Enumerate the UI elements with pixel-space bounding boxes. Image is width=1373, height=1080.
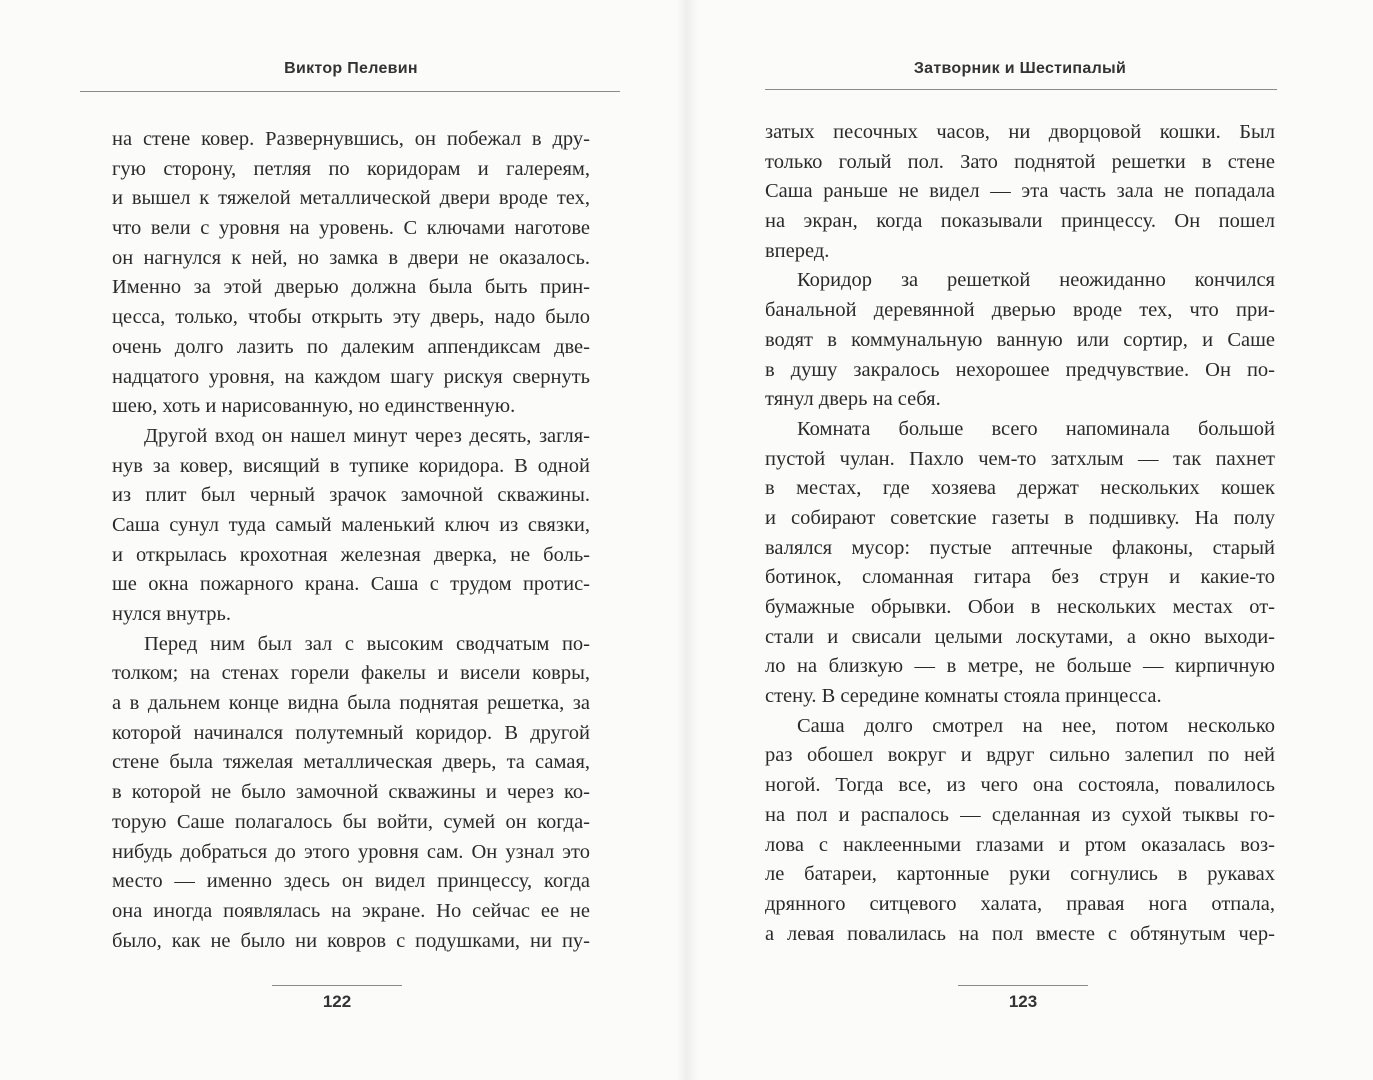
text-line: [112, 511, 590, 541]
text-line-content: вперед.: [765, 239, 830, 262]
text-line: [112, 452, 590, 482]
text-line-content: ботинок, сломанная гитара без струн и какие-то: [765, 566, 1275, 589]
text-line-content: на экран, когда показывали принцессу. Он пошел: [765, 210, 1275, 233]
text-line-content: Саша долго смотрел на нее, потом несколько: [797, 714, 1275, 737]
footer-rule: [958, 985, 1088, 986]
text-line-content: на пол и распалось — сделанная из сухой тыквы го-: [765, 803, 1275, 826]
text-line-content: которой начинался полутемный коридор. В другой: [112, 721, 590, 744]
text-line: [112, 719, 590, 749]
text-line: [765, 356, 1275, 386]
text-line-content: цесса, только, чтобы открыть эту дверь, надо было: [112, 306, 590, 329]
text-line-content: гую сторону, петляя по коридорам и галереям,: [112, 157, 590, 180]
text-line-content: нулся внутрь.: [112, 603, 232, 625]
running-header-author: Виктор Пелевин: [284, 60, 418, 77]
text-line-content: лова с наклеенными глазами и ртом оказалась воз-: [765, 833, 1275, 856]
text-line: [765, 623, 1275, 653]
text-line: [765, 712, 1275, 742]
text-line-content: Комната больше всего напоминала большой: [797, 417, 1275, 440]
text-line-content: шею, хоть и нарисованную, но единственную.: [112, 395, 516, 418]
text-line: [112, 155, 590, 185]
text-line-content: а левая повалилась на пол вместе с обтянутым чер-: [765, 922, 1275, 945]
text-line: [765, 385, 1275, 415]
text-line: [765, 831, 1275, 861]
text-line: [765, 148, 1275, 178]
text-line: [112, 867, 590, 897]
text-line-content: в которой не было замочной скважины и через ко-: [112, 781, 590, 804]
page-text: [112, 125, 590, 956]
text-line-content: тянул дверь на себя.: [765, 388, 941, 411]
text-line-content: Другой вход он нашел минут через десять, загля-: [144, 424, 590, 447]
text-line-content: надцатого уровня, на каждом шагу рискуя свернуть: [112, 365, 590, 388]
text-line-content: водят в коммунальную ванную или сортир, и Саше: [765, 328, 1275, 351]
text-line: [112, 659, 590, 689]
text-line-content: стене была тяжелая металлическая дверь, та самая,: [112, 751, 590, 774]
text-line: [112, 838, 590, 868]
text-line-content: что вели с уровня на уровень. С ключами наготове: [112, 217, 590, 240]
text-line: [765, 177, 1275, 207]
text-line-content: банальной деревянной дверью вроде тех, что при-: [765, 299, 1275, 322]
text-line: [765, 474, 1275, 504]
text-line: [112, 897, 590, 927]
text-line: [765, 534, 1275, 564]
page-number: 122: [322, 992, 352, 1011]
text-line-content: ногой. Тогда все, из чего она состояла, повалилось: [765, 774, 1275, 797]
header-rule: [765, 89, 1277, 90]
text-line-content: он нагнулся к ней, но замка в двери не оказалось.: [112, 246, 590, 269]
text-line-content: Перед ним был зал с высоким сводчатым по-: [144, 632, 590, 655]
running-header-title: Затворник и Шестипалый: [913, 60, 1127, 77]
text-line: [112, 303, 590, 333]
text-line: [112, 125, 590, 155]
text-line-content: Саша сунул туда самый маленький ключ из связки,: [112, 513, 590, 536]
header-rule: [80, 91, 620, 92]
text-line: [765, 326, 1275, 356]
text-line: [765, 741, 1275, 771]
text-line: [765, 593, 1275, 623]
text-line: [112, 333, 590, 363]
text-line: [112, 422, 590, 452]
text-line-content: ло на близкую — в метре, не больше — кирпичную: [765, 655, 1275, 678]
text-line-content: из плит был черный зрачок замочной скважины.: [112, 484, 590, 507]
text-line-content: только голый пол. Зато поднятой решетки в стене: [765, 150, 1275, 173]
text-line: [112, 570, 590, 600]
text-line: [112, 689, 590, 719]
text-line: [765, 920, 1275, 950]
text-line: [112, 748, 590, 778]
book-gutter: [676, 0, 698, 1080]
text-line: [765, 266, 1275, 296]
text-line: [112, 481, 590, 511]
text-line: [765, 771, 1275, 801]
text-line: [765, 682, 1275, 712]
left-page: [112, 0, 590, 1080]
text-line: [112, 927, 590, 957]
text-line: [765, 563, 1275, 593]
text-line-content: стали и свисали целыми лоскутами, а окно выходи-: [765, 625, 1275, 648]
text-line-content: ше окна пожарного крана. Саша с трудом протис-: [112, 573, 590, 596]
text-line: [112, 630, 590, 660]
text-line: [112, 808, 590, 838]
text-line-content: бумажные обрывки. Обои в нескольких местах от-: [765, 596, 1275, 618]
text-line: [112, 184, 590, 214]
text-line-content: стену. В середине комнаты стояла принцесса.: [765, 685, 1162, 708]
text-line-content: в душу закралось нехорошее предчувствие. Он по-: [765, 358, 1275, 381]
text-line: [112, 541, 590, 571]
text-line: [112, 363, 590, 393]
text-line-content: в местах, где хозяева держат нескольких кошек: [765, 477, 1275, 500]
text-line: [765, 237, 1275, 267]
text-line-content: затых песочных часов, ни дворцовой кошки. Был: [765, 121, 1275, 143]
text-line-content: на стене ковер. Развернувшись, он побежал в дру-: [112, 128, 590, 150]
text-line-content: очень долго лазить по далеким аппендиксам две-: [112, 335, 590, 358]
text-line-content: а в дальнем конце видна была поднятая решетка, за: [112, 692, 590, 715]
text-line-content: торую Саше полагалось бы войти, сумей он когда-: [112, 810, 590, 833]
text-line: [112, 244, 590, 274]
text-line-content: дрянного ситцевого халата, правая нога отпала,: [765, 892, 1275, 915]
text-line: [765, 207, 1275, 237]
text-line: [765, 296, 1275, 326]
text-line-content: нибудь добраться до этого уровня сам. Он узнал это: [112, 840, 590, 863]
text-line-content: раз обошел вокруг и вдруг сильно залепил по ней: [765, 744, 1275, 767]
page-number: 123: [1008, 992, 1038, 1011]
text-line: [112, 778, 590, 808]
text-line: [765, 118, 1275, 148]
text-line: [112, 214, 590, 244]
text-line-content: было, как не было ни ковров с подушками, ни пу-: [112, 929, 590, 952]
text-line-content: Саша раньше не видел — эта часть зала не попадала: [765, 180, 1275, 203]
text-line: [765, 860, 1275, 890]
text-line-content: и открылась крохотная железная дверка, не боль-: [112, 543, 590, 566]
text-line-content: ле батареи, картонные руки согнулись в рукавах: [765, 863, 1275, 886]
text-line-content: толком; на стенах горели факелы и висели ковры,: [112, 662, 590, 685]
text-line: [765, 445, 1275, 475]
text-line-content: и вышел к тяжелой металлической двери вроде тех,: [112, 187, 590, 210]
page-text: [765, 118, 1275, 949]
text-line: [765, 890, 1275, 920]
footer-rule: [272, 985, 402, 986]
text-line-content: нув за ковер, висящий в тупике коридора. В одной: [112, 454, 590, 477]
text-line-content: валялся мусор: пустые аптечные флаконы, старый: [765, 536, 1275, 559]
text-line-content: и собирают советские газеты в подшивку. На полу: [765, 506, 1275, 529]
text-line-content: пустой чулан. Пахло чем-то затхлым — так пахнет: [765, 447, 1275, 470]
text-line: [765, 801, 1275, 831]
text-line: [112, 273, 590, 303]
text-line: [112, 392, 590, 422]
text-line-content: она иногда появлялась на экране. Но сейчас ее не: [112, 899, 590, 922]
text-line: [765, 652, 1275, 682]
text-line: [112, 600, 590, 630]
text-line: [765, 504, 1275, 534]
text-line-content: Коридор за решеткой неожиданно кончился: [797, 269, 1275, 292]
text-line-content: Именно за этой дверью должна была быть прин-: [112, 276, 590, 299]
text-line: [765, 415, 1275, 445]
right-page: [765, 0, 1275, 1080]
text-line-content: место — именно здесь он видел принцессу, когда: [112, 870, 590, 893]
